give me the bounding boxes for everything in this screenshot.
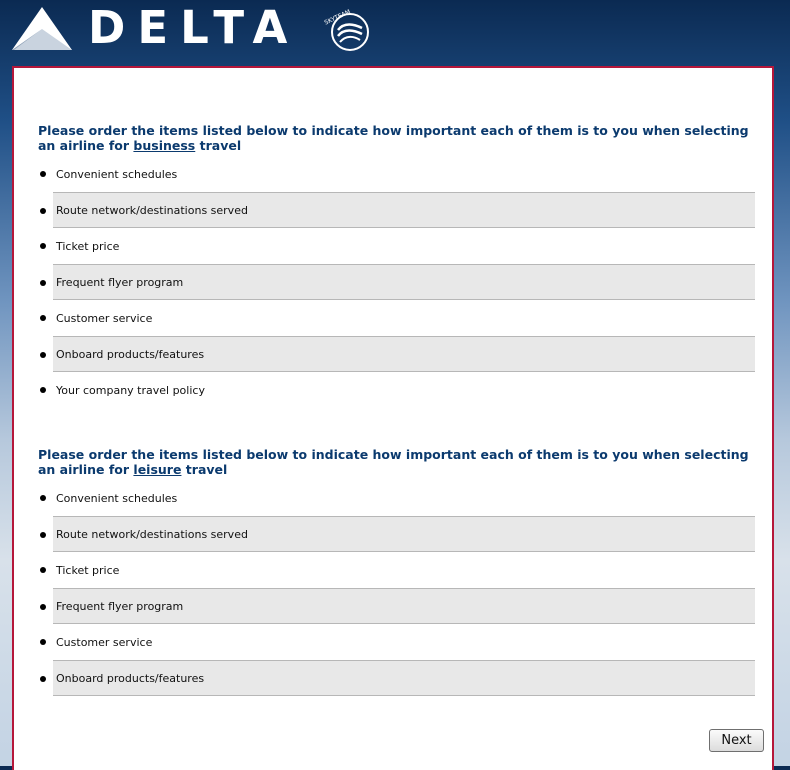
question-business-heading: Please order the items listed below to indicate how important each of them is to you when selecting an airline for business travel [38,123,749,153]
rank-item-label: Route network/destinations served [56,527,248,541]
bullet-icon [40,676,46,682]
bullet-icon [40,532,46,538]
rank-item[interactable] [53,192,755,228]
bullet-icon [40,171,46,177]
site-header [0,0,790,60]
rank-item-label: Convenient schedules [56,167,178,181]
bullet-icon [40,315,46,321]
rank-item[interactable] [53,552,755,588]
question-leisure-emphasis: leisure [133,462,182,477]
rank-item[interactable] [53,156,755,192]
rank-list-leisure [53,480,755,696]
brand-wordmark: DELTA [88,1,300,54]
next-button[interactable]: Next [709,729,764,752]
bullet-icon [40,604,46,610]
skyteam-logo [320,4,374,54]
bullet-icon [40,208,46,214]
rank-item-label: Frequent flyer program [56,275,184,289]
rank-item[interactable] [53,660,755,696]
rank-list-business [53,156,755,408]
rank-item-label: Onboard products/features [56,347,205,361]
skyteam-logo-text: SKYTEAM [323,8,352,27]
rank-item-label: Frequent flyer program [56,599,184,613]
rank-item-label: Customer service [56,311,153,325]
rank-item-label: Route network/destinations served [56,203,248,217]
rank-item-label: Onboard products/features [56,671,205,685]
question-business-emphasis: business [133,138,196,153]
question-leisure-heading: Please order the items listed below to indicate how important each of them is to you when selecting an airline for leisure travel [38,447,749,477]
survey-panel [12,66,774,770]
bullet-icon [40,567,46,573]
delta-widget-logo [12,7,72,51]
rank-item-label: Customer service [56,635,153,649]
rank-item[interactable] [53,624,755,660]
rank-item[interactable] [53,588,755,624]
bullet-icon [40,280,46,286]
bullet-icon [40,495,46,501]
rank-item[interactable] [53,264,755,300]
bullet-icon [40,639,46,645]
bullet-icon [40,243,46,249]
rank-item[interactable] [53,300,755,336]
rank-item-label: Your company travel policy [56,383,205,397]
bullet-icon [40,352,46,358]
rank-item[interactable] [53,228,755,264]
rank-item-label: Convenient schedules [56,491,178,505]
rank-item[interactable] [53,372,755,408]
rank-item[interactable] [53,336,755,372]
bullet-icon [40,387,46,393]
rank-item-label: Ticket price [56,239,120,253]
rank-item-label: Ticket price [56,563,120,577]
rank-item[interactable] [53,516,755,552]
rank-item[interactable] [53,480,755,516]
